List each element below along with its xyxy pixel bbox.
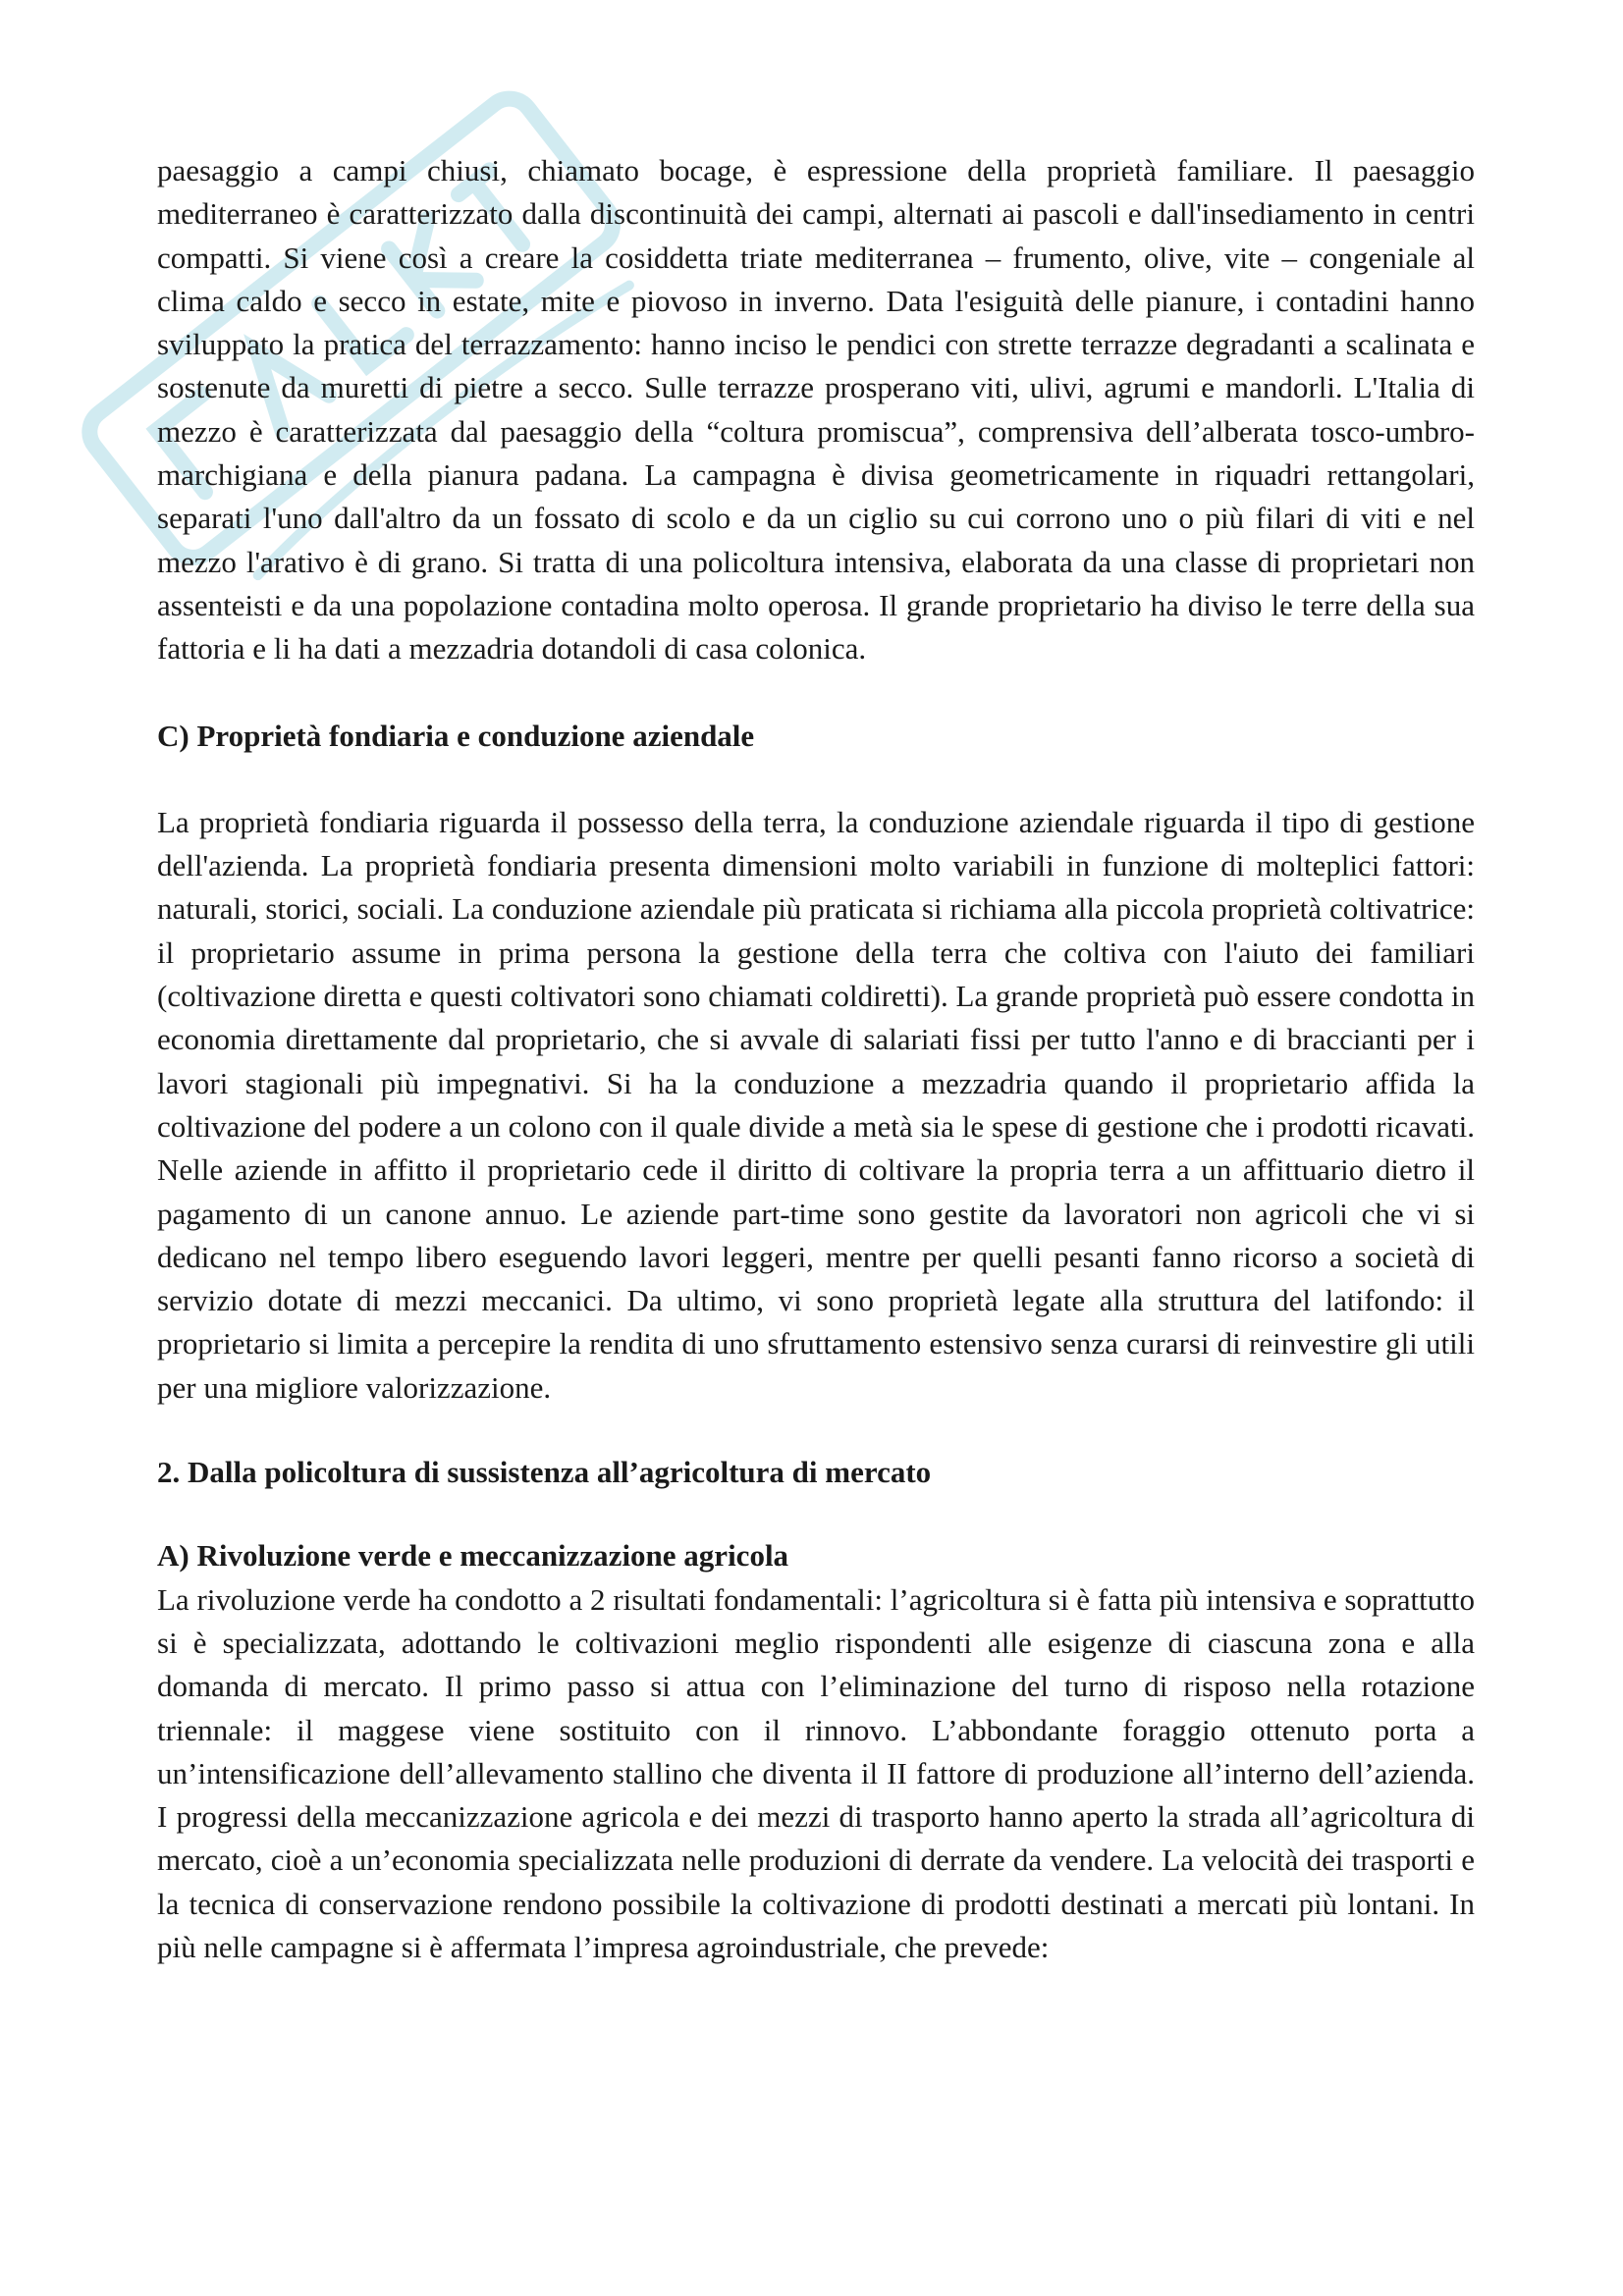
heading-section-2: 2. Dalla policoltura di sussistenza all’agricoltura di mercato (157, 1455, 932, 1490)
heading-proprieta-fondiaria: C) Proprietà fondiaria e conduzione aziendale (157, 718, 755, 753)
paragraph-paesaggio: paesaggio a campi chiusi, chiamato bocage, è espressione della proprietà familiare. Il paesaggio mediterraneo è caratterizzato dalla discontinuità dei campi, alternati ai pascoli e dall'insediamento in centri compatti. Si viene così a creare la cosiddetta triate mediterranea – frumento, olive, vite – congeniale al clima caldo e secco in estate, mite e piovoso in inverno. Data l'esiguità delle pianure, i contadini hanno sviluppato la pratica del terrazzamento: hanno inciso le pendici con strette terrazze degradanti a scalinata e sostenute da muretti di pietre a secco. Sulle terrazze prosperano viti, ulivi, agrumi e mandorli. L'Italia di mezzo è caratterizzata dal paesaggio della “coltura promiscua”, comprensiva dell’alberata tosco-umbro-marchigiana e della pianura padana. La campagna è divisa geometricamente in riquadri rettangolari, separati l'uno dall'altro da un fossato di scolo e da un ciglio su cui corrono uno o più filari di viti e nel mezzo l'arativo è di grano. Si tratta di una policoltura intensiva, elaborata da una classe di proprietari non assenteisti e da una popolazione contadina molto operosa. Il grande proprietario ha diviso le terre della sua fattoria e li ha dati a mezzadria dotandoli di casa colonica. (157, 153, 1475, 667)
document-page (157, 149, 1475, 1969)
paragraph-rivoluzione-verde: La rivoluzione verde ha condotto a 2 risultati fondamentali: l’agricoltura si è fatta più intensiva e soprattutto si è specializzata, adottando le coltivazioni meglio rispondenti alle esigenze di ciascuna zona e alla domanda di mercato. Il primo passo si attua con l’eliminazione del turno di risposo nella rotazione triennale: il maggese viene sostituito con il rinnovo. L’abbondante foraggio ottenuto porta a un’intensificazione dell’allevamento stallino che diventa il II fattore di produzione all’interno dell’azienda. I progressi della meccanizzazione agricola e dei mezzi di trasporto hanno aperto la strada all’agricoltura di mercato, cioè a un’economia specializzata nelle produzioni di derrate da vendere. La velocità dei trasporti e la tecnica di conservazione rendono possibile la coltivazione di prodotti destinati a mercati più lontani. In più nelle campagne si è affermata l’impresa agroindustriale, che prevede: (157, 1581, 1475, 1964)
heading-rivoluzione-verde: A) Rivoluzione verde e meccanizzazione agricola (157, 1538, 789, 1574)
paragraph-proprieta-fondiaria: La proprietà fondiaria riguarda il possesso della terra, la conduzione aziendale riguarda il tipo di gestione dell'azienda. La proprietà fondiaria presenta dimensioni molto variabili in funzione di molteplici fattori: naturali, storici, sociali. La conduzione aziendale più praticata si richiama alla piccola proprietà coltivatrice: il proprietario assume in prima persona la gestione della terra che coltiva con l'aiuto dei familiari (coltivazione diretta e questi coltivatori sono chiamati coldiretti). La grande proprietà può essere condotta in economia direttamente dal proprietario, che si avvale di salariati fissi per tutto l'anno e di braccianti per i lavori stagionali più impegnativi. Si ha la conduzione a mezzadria quando il proprietario affida la coltivazione del podere a un colono con il quale divide a metà sia le spese di gestione che i prodotti ricavati. Nelle aziende in affitto il proprietario cede il diritto di coltivare la propria terra a un affittuario dietro il pagamento di un canone annuo. Le aziende part-time sono gestite da lavoratori non agricoli che vi si dedicano nel tempo libero eseguendo lavori leggeri, mentre per quelli pesanti fanno ricorso a società di servizio dotate di mezzi meccanici. Da ultimo, vi sono proprietà legate alla struttura del latifondo: il proprietario si limita a percepire la rendita di uno sfruttamento estensivo senza curarsi di reinvestire gli utili per una migliore valorizzazione. (157, 804, 1475, 1405)
